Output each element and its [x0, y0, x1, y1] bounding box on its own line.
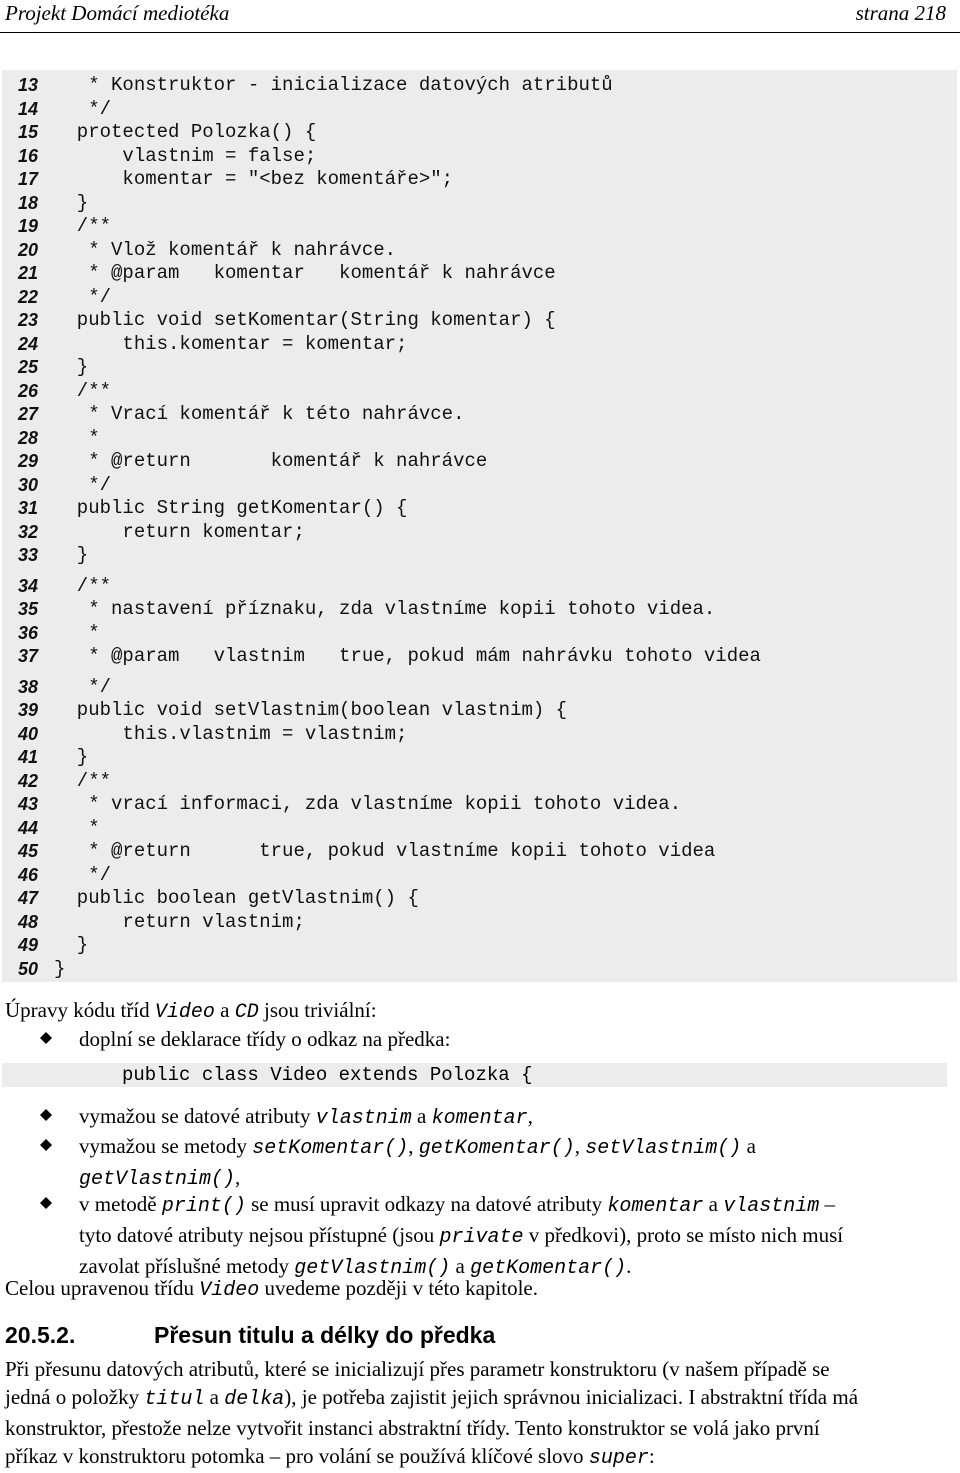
line-number: 38	[18, 676, 39, 697]
code-line	[2, 770, 957, 793]
line-number: 15	[18, 122, 39, 142]
code-text: }	[54, 544, 89, 566]
line-number: 28	[18, 427, 39, 448]
bullet-text	[79, 1190, 920, 1283]
inline-code: setVlastnim()	[585, 1137, 742, 1160]
text-part: :	[648, 1444, 655, 1468]
line-number: 50	[18, 958, 39, 979]
bullet-diamond-icon	[40, 1032, 52, 1044]
outro-text	[5, 1274, 950, 1305]
line-number: 40	[18, 723, 39, 744]
code-line	[2, 121, 957, 144]
page-header	[5, 0, 946, 26]
text-part: zavolat příslušné metody	[79, 1254, 295, 1278]
code-text: /**	[54, 215, 112, 237]
code-text: return komentar;	[54, 520, 305, 543]
code-line	[2, 723, 957, 746]
bullet-diamond-icon	[40, 1197, 52, 1209]
inline-code: Video	[154, 1001, 215, 1024]
code-line	[2, 622, 957, 645]
header-title: Projekt Domácí mediotéka	[5, 1, 230, 25]
code-example-text: public class Video extends Polozka {	[122, 1064, 533, 1086]
code-text: *	[54, 621, 100, 644]
code-line	[2, 427, 957, 450]
line-number: 20	[18, 239, 39, 260]
code-line	[2, 958, 957, 981]
line-number: 18	[18, 192, 39, 213]
line-number: 33	[18, 545, 39, 565]
text-part: konstruktor, přestože nelze vytvořit instanci abstraktní třídy. Tento konstruktor se volá jako první	[5, 1416, 820, 1440]
code-text: public void setKomentar(String komentar) {	[54, 309, 556, 331]
code-text: protected Polozka() {	[54, 121, 317, 143]
inline-code: Video	[199, 1279, 260, 1302]
line-number: 34	[18, 575, 39, 596]
code-text: return vlastnim;	[54, 910, 305, 933]
line-number: 35	[18, 599, 39, 619]
code-text: }	[54, 934, 89, 956]
text-part: a	[411, 1104, 432, 1128]
inline-code: vlastnim	[723, 1195, 820, 1218]
code-line	[2, 864, 957, 887]
text-part: v metodě	[79, 1192, 162, 1216]
text-part: uvedeme později v této kapitole.	[259, 1276, 538, 1300]
line-number: 39	[18, 700, 39, 720]
code-text: * @return true, pokud vlastníme kopii tohoto videa	[54, 840, 716, 862]
inline-code: setKomentar()	[252, 1137, 409, 1160]
inline-code: komentar	[431, 1107, 528, 1130]
line-number: 43	[18, 794, 39, 814]
text-part: v předkovi), proto se místo nich musí	[523, 1223, 844, 1247]
inline-code: print()	[161, 1195, 246, 1218]
code-line	[2, 168, 957, 191]
code-line	[2, 544, 957, 567]
code-text: this.komentar = komentar;	[54, 332, 408, 355]
code-line	[2, 645, 957, 668]
text-part: Celou upravenou třídu	[5, 1276, 200, 1300]
code-line	[2, 840, 957, 863]
code-line	[2, 286, 957, 309]
code-line	[2, 239, 957, 262]
line-number: 21	[18, 263, 39, 283]
line-number: 22	[18, 286, 39, 307]
text-part: a	[450, 1254, 471, 1278]
code-text: }	[54, 957, 66, 980]
code-text: *	[54, 816, 100, 839]
code-line	[2, 699, 957, 722]
text-part: příkaz v konstruktoru potomka – pro volání se používá klíčové slovo	[5, 1444, 589, 1468]
code-line	[2, 262, 957, 285]
code-line	[2, 793, 957, 816]
code-text: }	[54, 191, 89, 214]
code-text: /**	[54, 379, 112, 402]
line-number: 37	[18, 646, 39, 666]
line-number: 14	[18, 98, 39, 119]
code-text: * vrací informaci, zda vlastníme kopii tohoto videa.	[54, 793, 682, 815]
inline-code: private	[439, 1226, 524, 1249]
text-part: ,	[574, 1134, 586, 1158]
code-line	[2, 575, 957, 598]
text-part: se musí upravit odkazy na datové atributy	[245, 1192, 608, 1216]
line-number: 19	[18, 216, 39, 236]
line-number: 42	[18, 770, 39, 791]
code-text: this.vlastnim = vlastnim;	[54, 722, 408, 745]
code-text: vlastnim = false;	[54, 144, 317, 167]
inline-code: delka	[224, 1388, 285, 1411]
code-line	[2, 145, 957, 168]
inline-code: titul	[144, 1388, 205, 1411]
bullet-diamond-icon	[40, 1109, 52, 1121]
intro-part: jsou triviální:	[258, 998, 377, 1022]
code-line	[2, 74, 957, 97]
code-line	[2, 450, 957, 473]
code-text: */	[54, 285, 112, 308]
code-text: komentar = "<bez komentáře>";	[54, 168, 454, 190]
line-number: 29	[18, 451, 39, 471]
code-line	[2, 598, 957, 621]
line-number: 24	[18, 333, 39, 354]
code-text: /**	[54, 769, 112, 792]
code-text: */	[54, 97, 112, 120]
text-part: a	[703, 1192, 724, 1216]
code-text: public boolean getVlastnim() {	[54, 887, 419, 909]
code-line	[2, 380, 957, 403]
text-part: a	[204, 1385, 225, 1409]
code-text: public String getKomentar() {	[54, 497, 408, 519]
text-part: a	[741, 1134, 756, 1158]
bullet-text	[79, 1132, 920, 1194]
text-part: –	[819, 1192, 836, 1216]
body-paragraph	[5, 1355, 950, 1473]
code-line	[2, 676, 957, 699]
text-part: ,	[235, 1165, 241, 1189]
line-number: 36	[18, 622, 39, 643]
page-number: strana 218	[855, 1, 946, 25]
header-rule	[0, 32, 960, 33]
code-text: }	[54, 356, 89, 378]
line-number: 45	[18, 841, 39, 861]
text-part: jedná o položky	[5, 1385, 145, 1409]
code-line	[2, 98, 957, 121]
code-text: * @return komentář k nahrávce	[54, 450, 488, 472]
code-line	[2, 934, 957, 957]
inline-code: super	[588, 1447, 649, 1470]
code-text: public void setVlastnim(boolean vlastnim) {	[54, 699, 568, 721]
line-number: 44	[18, 817, 39, 838]
intro-text	[5, 996, 950, 1027]
inline-code: getVlastnim()	[294, 1257, 451, 1280]
code-line	[2, 309, 957, 332]
bullet-diamond-icon	[40, 1139, 52, 1151]
code-text: */	[54, 473, 112, 496]
inline-code: getKomentar()	[470, 1257, 627, 1280]
inline-code: vlastnim	[315, 1107, 412, 1130]
code-line	[2, 333, 957, 356]
line-number: 25	[18, 357, 39, 377]
code-text: * @param komentar komentář k nahrávce	[54, 262, 556, 284]
text-part: Při přesunu datových atributů, které se inicializují přes parametr konstruktoru (v našem případě se	[5, 1357, 830, 1381]
code-text: *	[54, 426, 100, 449]
code-line	[2, 497, 957, 520]
inline-code: CD	[234, 1001, 259, 1024]
code-line	[2, 817, 957, 840]
code-text: * Vlož komentář k nahrávce.	[54, 238, 397, 261]
code-text: */	[54, 863, 112, 886]
line-number: 47	[18, 888, 39, 908]
intro-part: Úpravy kódu tříd	[5, 998, 155, 1022]
text-part: ,	[408, 1134, 419, 1158]
line-number: 17	[18, 169, 39, 189]
intro-part: a	[214, 998, 235, 1022]
code-line	[2, 403, 957, 426]
code-line	[2, 474, 957, 497]
section-title: Přesun titulu a délky do předka	[154, 1322, 496, 1348]
code-line	[2, 746, 957, 769]
code-line	[2, 192, 957, 215]
bullet-text: doplní se deklarace třídy o odkaz na předka:	[79, 1027, 451, 1051]
line-number: 48	[18, 911, 39, 932]
code-line	[2, 911, 957, 934]
code-text: }	[54, 746, 89, 768]
line-number: 16	[18, 145, 39, 166]
text-part: tyto datové atributy nejsou přístupné (jsou	[79, 1223, 440, 1247]
text-part: vymažou se datové atributy	[79, 1104, 316, 1128]
text-part: ,	[527, 1104, 533, 1128]
inline-code: getKomentar()	[418, 1137, 575, 1160]
section-number: 20.5.2.	[5, 1322, 76, 1348]
code-listing	[2, 70, 957, 982]
text-part: .	[626, 1254, 632, 1278]
code-text: * @param vlastnim true, pokud mám nahrávku tohoto videa	[54, 645, 761, 667]
code-line	[2, 521, 957, 544]
line-number: 31	[18, 498, 39, 518]
line-number: 41	[18, 747, 39, 767]
code-text: /**	[54, 574, 112, 597]
line-number: 30	[18, 474, 39, 495]
code-line	[2, 887, 957, 910]
code-text: * Vrací komentář k této nahrávce.	[54, 403, 465, 425]
line-number: 26	[18, 380, 39, 401]
text-part: vymažou se metody	[79, 1134, 253, 1158]
line-number: 32	[18, 521, 39, 542]
line-number: 49	[18, 935, 39, 955]
bullet-text	[79, 1102, 920, 1133]
code-text: * Konstruktor - inicializace datových atributů	[54, 74, 613, 96]
text-part: ), je potřeba zajistit jejich správnou inicializaci. I abstraktní třída má	[284, 1385, 859, 1409]
line-number: 27	[18, 404, 39, 424]
inline-code: komentar	[607, 1195, 704, 1218]
line-number: 13	[18, 75, 39, 95]
inline-code: getVlastnim()	[79, 1168, 236, 1191]
code-line	[2, 215, 957, 238]
code-line	[2, 356, 957, 379]
line-number: 46	[18, 864, 39, 885]
code-text: * nastavení příznaku, zda vlastníme kopii tohoto videa.	[54, 598, 716, 620]
code-text: */	[54, 675, 112, 698]
code-example	[2, 1063, 947, 1087]
line-number: 23	[18, 310, 39, 330]
